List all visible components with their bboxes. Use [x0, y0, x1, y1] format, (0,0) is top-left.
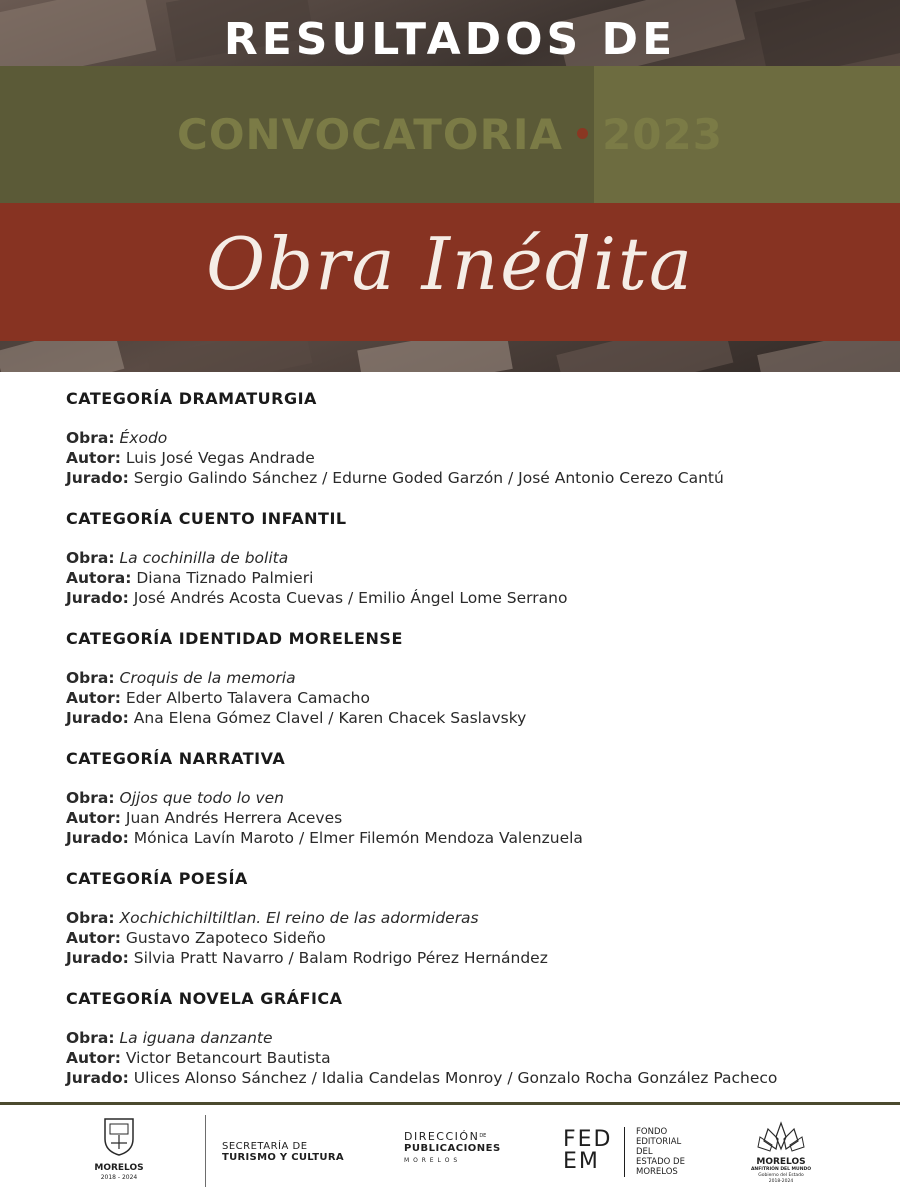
- direccion-publicaciones-logo: [404, 1131, 508, 1166]
- anfitrion-gov: Gobierno del Estado: [758, 1173, 804, 1178]
- direccion-line3: M O R E L O S: [404, 1157, 459, 1164]
- anfitrion-name: MORELOS: [756, 1157, 806, 1167]
- obra-label: Obra:: [66, 549, 115, 567]
- author-label: Autor:: [66, 449, 121, 467]
- fondo-editorial-text: [636, 1127, 685, 1177]
- jurado-line: [66, 828, 866, 848]
- coat-of-arms-icon: [101, 1117, 137, 1157]
- author-label: Autor:: [66, 1049, 121, 1067]
- obra-line: [66, 428, 866, 448]
- author-name: Diana Tiznado Palmieri: [136, 569, 314, 587]
- convocatoria-word: CONVOCATORIA: [177, 110, 564, 159]
- jurado-label: Jurado:: [66, 709, 129, 727]
- author-name: Victor Betancourt Bautista: [125, 1049, 331, 1067]
- anfitrion-years: 2018-2024: [768, 1179, 794, 1184]
- jurado-names: Sergio Galindo Sánchez / Edurne Goded Garzón / José Antonio Cerezo Cantú: [133, 469, 724, 487]
- obra-title: La cochinilla de bolita: [119, 549, 289, 567]
- author-label: Autor:: [66, 809, 121, 827]
- jurado-label: Jurado:: [66, 949, 129, 967]
- category-title: CATEGORÍA DRAMATURGIA: [66, 389, 317, 408]
- direccion-line2: PUBLICACIONES: [404, 1143, 501, 1154]
- fondo-line: EDITORIAL: [636, 1137, 682, 1147]
- author-line: [66, 688, 866, 708]
- category-dramaturgia: [66, 388, 866, 488]
- category-title: CATEGORÍA IDENTIDAD MORELENSE: [66, 629, 403, 648]
- jurado-line: [66, 588, 866, 608]
- direccion-word: DIRECCIÓN: [404, 1130, 480, 1143]
- fedem-bottom: EM: [563, 1149, 600, 1174]
- obra-label: Obra:: [66, 1029, 115, 1047]
- category-entry: [66, 1028, 866, 1088]
- jurado-names: Ana Elena Gómez Clavel / Karen Chacek Saslavsky: [133, 709, 527, 727]
- fondo-line: DEL: [636, 1147, 653, 1157]
- results-list: [66, 388, 866, 1108]
- author-label: Autor:: [66, 689, 121, 707]
- obra-line: [66, 1028, 866, 1048]
- lotus-flower-icon: [756, 1119, 806, 1153]
- obra-line: [66, 668, 866, 688]
- obra-label: Obra:: [66, 909, 115, 927]
- obra-title: Xochichichiltiltlan. El reino de las adormideras: [119, 909, 479, 927]
- dot-separator-icon: [577, 128, 588, 139]
- jurado-names: Silvia Pratt Navarro / Balam Rodrigo Pérez Hernández: [133, 949, 548, 967]
- convocatoria-year: 2023: [602, 110, 723, 159]
- obra-label: Obra:: [66, 789, 115, 807]
- jurado-label: Jurado:: [66, 589, 129, 607]
- header-banner: [0, 0, 900, 372]
- obra-inedita-title: Obra Inédita: [206, 222, 694, 306]
- direccion-de: DE: [479, 1133, 487, 1139]
- category-title: CATEGORÍA CUENTO INFANTIL: [66, 509, 347, 528]
- category-entry: [66, 548, 866, 608]
- morelos-name: MORELOS: [94, 1163, 144, 1173]
- category-entry: [66, 908, 866, 968]
- secretaria-line1: SECRETARÍA DE: [222, 1141, 308, 1152]
- convocatoria-heading: [0, 110, 900, 159]
- author-label: Autor:: [66, 929, 121, 947]
- morelos-anfitrion-logo: [748, 1119, 814, 1185]
- category-title: CATEGORÍA NARRATIVA: [66, 749, 286, 768]
- fondo-line: ESTADO DE: [636, 1157, 685, 1167]
- jurado-line: [66, 1068, 866, 1088]
- fondo-line: MORELOS: [636, 1167, 678, 1177]
- obra-line: [66, 788, 866, 808]
- category-cuento-infantil: [66, 508, 866, 608]
- category-title: CATEGORÍA POESÍA: [66, 869, 248, 888]
- jurado-names: José Andrés Acosta Cuevas / Emilio Ángel Lome Serrano: [133, 589, 568, 607]
- jurado-names: Mónica Lavín Maroto / Elmer Filemón Mendoza Valenzuela: [133, 829, 583, 847]
- footer-divider: [205, 1115, 206, 1187]
- direccion-line1: [404, 1131, 508, 1142]
- anfitrion-sub: ANFITRIÓN DEL MUNDO: [750, 1167, 812, 1172]
- secretaria-logo: [222, 1141, 344, 1163]
- author-line: [66, 568, 866, 588]
- jurado-line: [66, 468, 866, 488]
- morelos-logo: [88, 1117, 150, 1182]
- category-entry: [66, 428, 866, 488]
- obra-line: [66, 908, 866, 928]
- jurado-label: Jurado:: [66, 1069, 129, 1087]
- footer-logos: [0, 1105, 900, 1200]
- obra-title: Croquis de la memoria: [119, 669, 296, 687]
- obra-label: Obra:: [66, 669, 115, 687]
- category-novela-grafica: [66, 988, 866, 1088]
- author-label: Autora:: [66, 569, 132, 587]
- jurado-names: Ulices Alonso Sánchez / Idalia Candelas Monroy / Gonzalo Rocha González Pacheco: [133, 1069, 778, 1087]
- obra-title: La iguana danzante: [119, 1029, 273, 1047]
- category-entry: [66, 788, 866, 848]
- author-line: [66, 928, 866, 948]
- author-name: Luis José Vegas Andrade: [125, 449, 315, 467]
- author-line: [66, 448, 866, 468]
- obra-label: Obra:: [66, 429, 115, 447]
- obra-line: [66, 548, 866, 568]
- author-name: Eder Alberto Talavera Camacho: [125, 689, 370, 707]
- morelos-years: 2018 - 2024: [100, 1174, 138, 1181]
- category-narrativa: [66, 748, 866, 848]
- jurado-line: [66, 948, 866, 968]
- author-line: [66, 808, 866, 828]
- category-entry: [66, 668, 866, 728]
- fedem-top: FED: [563, 1127, 613, 1152]
- results-title: RESULTADOS DE: [223, 14, 677, 65]
- category-title: CATEGORÍA NOVELA GRÁFICA: [66, 989, 343, 1008]
- category-identidad-morelense: [66, 628, 866, 728]
- secretaria-line2: TURISMO Y CULTURA: [222, 1152, 344, 1163]
- jurado-line: [66, 708, 866, 728]
- author-name: Juan Andrés Herrera Aceves: [125, 809, 343, 827]
- obra-title: Éxodo: [119, 429, 168, 447]
- fedem-logo: [563, 1129, 621, 1173]
- category-poesia: [66, 868, 866, 968]
- fondo-line: FONDO: [636, 1127, 668, 1137]
- jurado-label: Jurado:: [66, 829, 129, 847]
- jurado-label: Jurado:: [66, 469, 129, 487]
- obra-title: Ojjos que todo lo ven: [119, 789, 284, 807]
- fedem-divider: [624, 1127, 625, 1177]
- author-line: [66, 1048, 866, 1068]
- author-name: Gustavo Zapoteco Sideño: [125, 929, 326, 947]
